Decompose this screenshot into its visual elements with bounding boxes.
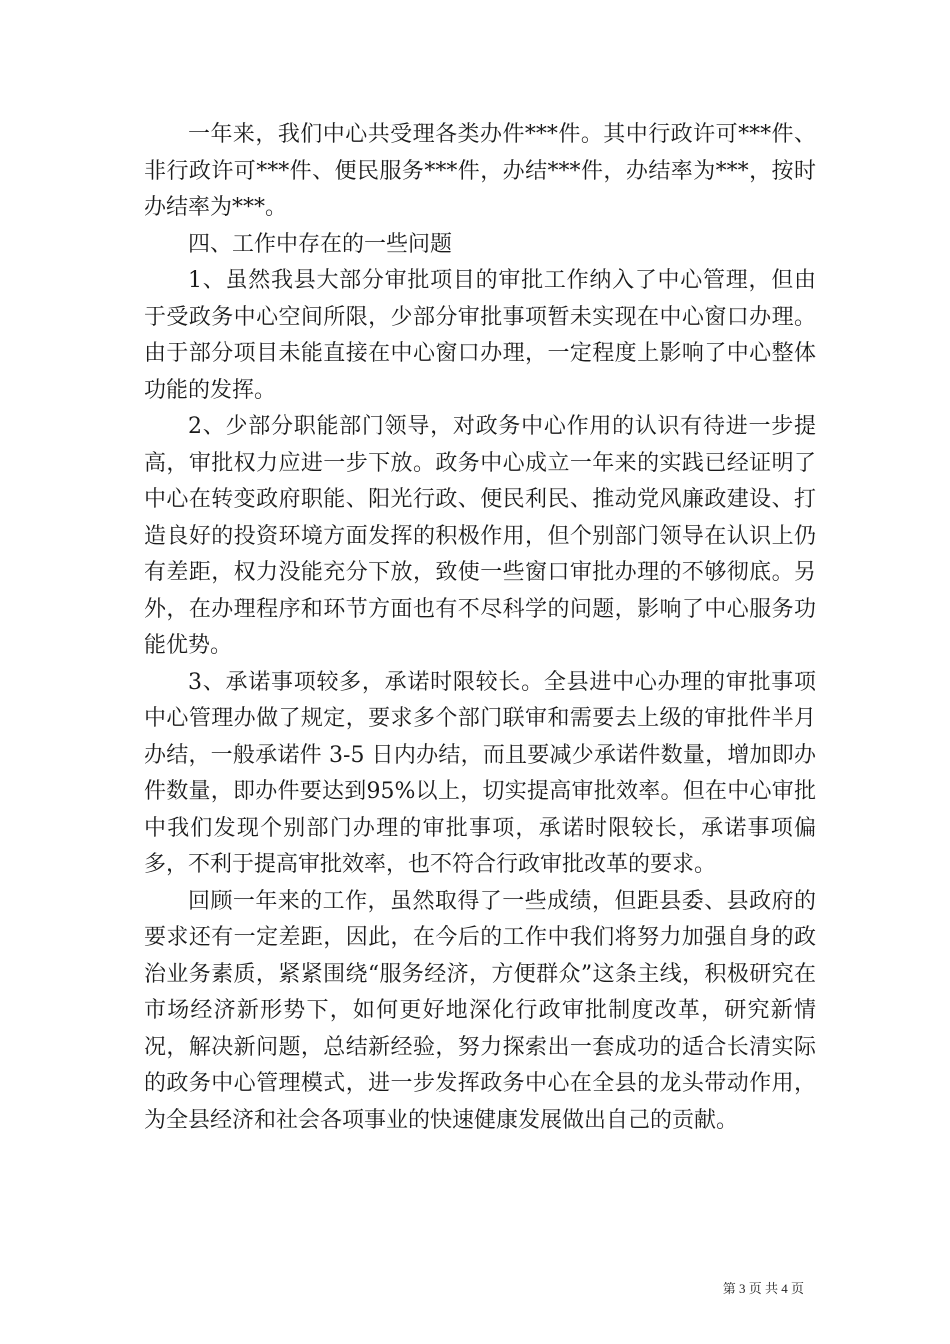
paragraph-problem-2: 2、少部分职能部门领导，对政务中心作用的认识有待进一步提高，审批权力应进一步下放。政务中心成立一年来的实践已经证明了中心在转变政府职能、阳光行政、便民利民、推动党风廉政建设、打造良好的投资环境方面发挥的积极作用，但个别部门领导在认识上仍有差距，权力没能充分下放，致使一些窗口审批办理的不够彻底。另外，在办理程序和环节方面也有不尽科学的问题，影响了中心服务功能优势。 xyxy=(144,414,816,658)
paragraph-problem-1: 1、虽然我县大部分审批项目的审批工作纳入了中心管理，但由于受政务中心空间所限，少部分审批事项暂未实现在中心窗口办理。由于部分项目未能直接在中心窗口办理，一定程度上影响了中心整体功能的发挥。 xyxy=(144,268,816,403)
paragraph-statistics: 一年来，我们中心共受理各类办件***件。其中行政许可***件、非行政许可***件、便民服务***件，办结***件，办结率为***，按时办结率为***。 xyxy=(144,122,816,220)
section-heading-problems: 四、工作中存在的一些问题 xyxy=(188,231,453,257)
page-number: 第 3 页 共 4 页 xyxy=(722,1281,804,1296)
document-body xyxy=(144,117,816,1139)
paragraph-conclusion: 回顾一年来的工作，虽然取得了一些成绩，但距县委、县政府的要求还有一定差距，因此，在今后的工作中我们将努力加强自身的政治业务素质，紧紧围绕“服务经济，方便群众”这条主线，积极研究在市场经济新形势下，如何更好地深化行政审批制度改革，研究新情况，解决新问题，总结新经验，努力探索出一套成功的适合长清实际的政务中心管理模式，进一步发挥政务中心在全县的龙头带动作用，为全县经济和社会各项事业的快速健康发展做出自己的贡献。 xyxy=(144,888,816,1133)
paragraph-problem-3: 3、承诺事项较多，承诺时限较长。全县进中心办理的审批事项中心管理办做了规定，要求多个部门联审和需要去上级的审批件半月办结，一般承诺件 3-5 日内办结，而且要减少承诺件数量，增加即办件数量，即办件要达到95%以上，切实提高审批效率。但在中心审批中我们发现个别部门办理的审批事项，承诺时限较长，承诺事项偏多，不利于提高审批效率，也不符合行政审批改革的要求。 xyxy=(144,669,816,877)
